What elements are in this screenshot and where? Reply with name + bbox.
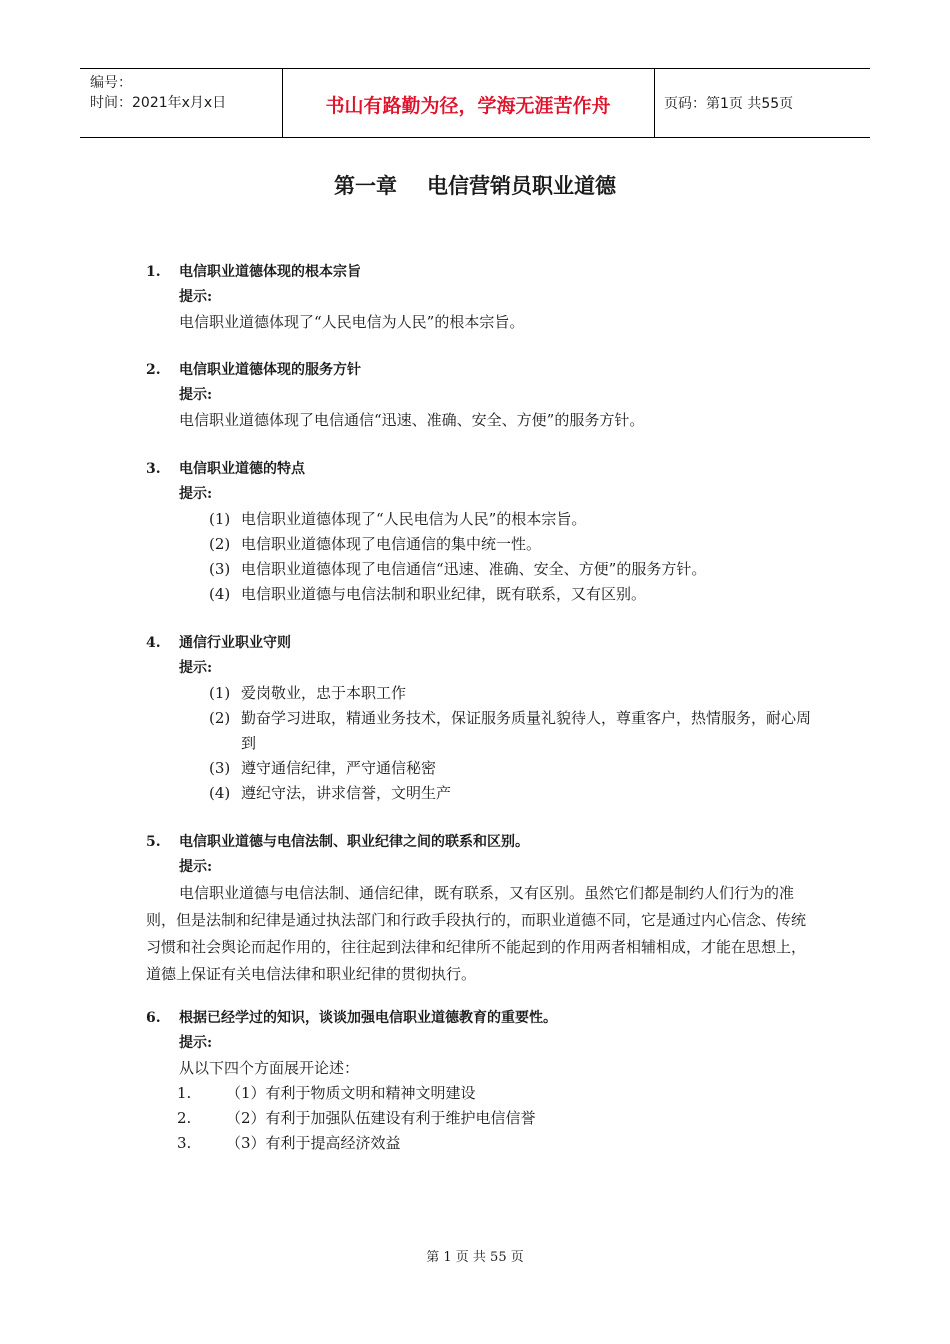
- answer-text: 电信职业道德体现了电信通信“迅速、准确、安全、方便”的服务方针。: [179, 411, 645, 429]
- time-label: 时间：2021年x月x日: [90, 95, 227, 111]
- tip-label: 提示:: [179, 289, 213, 305]
- list-item: 2. （2）有利于加强队伍建设有利于维护电信信誉: [177, 1109, 536, 1127]
- list-item: (1) 爱岗敬业，忠于本职工作: [209, 684, 407, 702]
- question-5: [146, 830, 826, 988]
- question-number: 1.: [146, 264, 161, 280]
- question-3: [146, 457, 826, 607]
- chapter-title: [0, 170, 950, 200]
- question-title: 电信职业道德与电信法制、职业纪律之间的联系和区别。: [179, 834, 529, 850]
- tip-label: 提示:: [179, 1035, 213, 1051]
- list-item: (4) 电信职业道德与电信法制和职业纪律，既有联系，又有区别。: [209, 585, 647, 603]
- question-4: [146, 631, 826, 806]
- question-number: 4.: [146, 635, 161, 651]
- question-number: 5.: [146, 834, 161, 850]
- question-title: 电信职业道德体现的根本宗旨: [179, 264, 361, 280]
- tip-label: 提示:: [179, 387, 213, 403]
- number-label: 编号：: [90, 75, 132, 91]
- question-6: [146, 1006, 826, 1156]
- page-header: [80, 68, 870, 138]
- tip-label: 提示:: [179, 660, 213, 676]
- list-item: (2) 电信职业道德体现了电信通信的集中统一性。: [209, 535, 542, 553]
- tip-label: 提示:: [179, 859, 213, 875]
- chapter-name: 电信营销员职业道德: [427, 174, 616, 198]
- question-number: 3.: [146, 461, 161, 477]
- question-title: 电信职业道德体现的服务方针: [179, 362, 361, 378]
- list-item: 3. （3）有利于提高经济效益: [177, 1134, 401, 1152]
- question-title: 根据已经学过的知识，谈谈加强电信职业道德教育的重要性。: [179, 1010, 557, 1026]
- answer-intro: 从以下四个方面展开论述：: [179, 1059, 360, 1077]
- chapter-number: 第一章: [334, 174, 397, 198]
- question-1: [146, 260, 826, 335]
- header-motto: 书山有路勤为径，学海无涯苦作舟: [325, 95, 611, 117]
- header-page-info: 页码：第1页 共55页: [664, 96, 794, 112]
- header-divider: [654, 69, 655, 137]
- answer-paragraph: 电信职业道德与电信法制、通信纪律，既有联系，又有区别。虽然它们都是制约人们行为的准则，但是法制和纪律是通过执法部门和行政手段执行的，而职业道德不同，它是通过内心信念、传统习惯和社会舆论而起作用的，往往起到法律和纪律所不能起到的作用两者相辅相成，才能在思想上，道德上保证有关电信法律和职业纪律的贯彻执行。: [146, 884, 807, 983]
- header-meta: [90, 73, 226, 113]
- tip-label: 提示:: [179, 486, 213, 502]
- question-number: 2.: [146, 362, 161, 378]
- answer-text: 电信职业道德体现了“人民电信为人民”的根本宗旨。: [179, 313, 525, 331]
- question-2: [146, 358, 826, 433]
- question-number: 6.: [146, 1010, 161, 1026]
- list-item: (3) 遵守通信纪律，严守通信秘密: [209, 759, 437, 777]
- list-item: 1. （1）有利于物质文明和精神文明建设: [177, 1084, 476, 1102]
- list-item: (2) 勤奋学习进取，精通业务技术，保证服务质量礼貌待人，尊重客户，热情服务，耐心周到: [209, 709, 812, 752]
- question-title: 通信行业职业守则: [179, 635, 291, 651]
- list-item: (3) 电信职业道德体现了电信通信“迅速、准确、安全、方便”的服务方针。: [209, 560, 707, 578]
- page-footer: 第 1 页 共 55 页: [426, 1250, 524, 1265]
- list-item: (4) 遵纪守法，讲求信誉，文明生产: [209, 784, 452, 802]
- question-title: 电信职业道德的特点: [179, 461, 305, 477]
- list-item: (1) 电信职业道德体现了“人民电信为人民”的根本宗旨。: [209, 510, 587, 528]
